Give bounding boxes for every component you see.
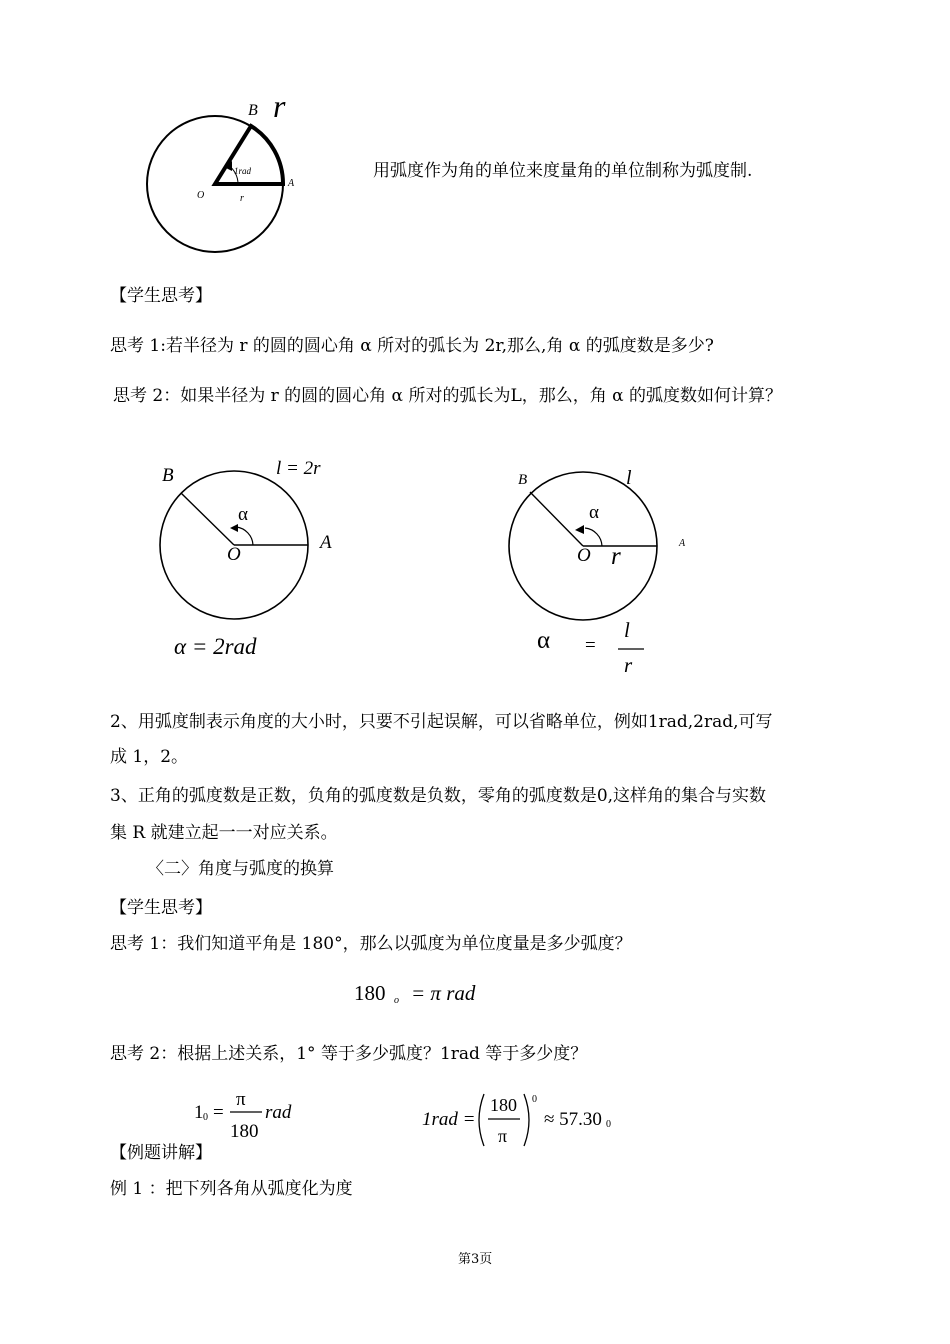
figure-2rad-circle bbox=[150, 450, 400, 670]
fig3-label-r: r bbox=[611, 543, 621, 570]
fig3-label-a: A bbox=[679, 538, 686, 549]
fig3-label-b: B bbox=[518, 472, 528, 488]
examples-heading: 【例题讲解】 bbox=[110, 1143, 212, 1163]
section2-heading: 【学生思考】 bbox=[110, 898, 212, 918]
point-3-line-2: 集 R 就建立起一一对应关系。 bbox=[110, 823, 338, 843]
fig2-label-b: B bbox=[162, 465, 174, 486]
example-1: 例 1 ：把下列各角从弧度化为度 bbox=[110, 1179, 353, 1199]
section2-title: 〈二〉角度与弧度的换算 bbox=[147, 859, 334, 879]
fig3-label-alpha: α bbox=[589, 502, 599, 523]
section1-question-2: 思考 2：如果半径为 r 的圆的圆心角 α 所对的弧长为L，那么，角 α 的弧度数如何计算？ bbox=[113, 386, 783, 406]
fig3-formula-num: l bbox=[624, 618, 630, 642]
section1-question-1: 思考 1:若半径为 r 的圆的圆心角 α 所对的弧长为 2r,那么,角 α 的弧度数是多少? bbox=[110, 336, 714, 356]
eq3-den: π bbox=[498, 1126, 508, 1146]
fig1-label-1rad: 1rad bbox=[234, 166, 252, 176]
section2-question-1: 思考 1：我们知道平角是 180°，那么以弧度为单位度量是多少弧度？ bbox=[110, 934, 632, 954]
fig2-formula: α = 2rad bbox=[174, 634, 257, 659]
eq2-num: π bbox=[236, 1089, 246, 1110]
fig1-label-r-big: r bbox=[273, 88, 286, 124]
section2-question-2: 思考 2：根据上述关系，1° 等于多少弧度？1rad 等于多少度？ bbox=[110, 1044, 588, 1064]
definition-text: 用弧度作为角的单位来度量角的单位制称为弧度制. bbox=[373, 161, 753, 181]
point-2-line-1: 2、用弧度制表示角度的大小时，只要不引起误解，可以省略单位，例如1rad,2rad,可写 bbox=[110, 712, 773, 732]
eq3-degree: 0 bbox=[606, 1119, 611, 1130]
fig1-label-o: O bbox=[197, 190, 205, 201]
equation-180-deg bbox=[350, 975, 510, 1015]
eq2-eq: = bbox=[213, 1102, 224, 1123]
eq3-exp: 0 bbox=[532, 1094, 537, 1105]
fig1-label-a: A bbox=[288, 178, 295, 189]
fig3-formula-den: r bbox=[624, 653, 633, 677]
eq1-number: 180 bbox=[354, 981, 386, 1005]
section1-heading: 【学生思考】 bbox=[110, 286, 212, 306]
fig3-formula-eq: = bbox=[585, 635, 596, 656]
eq2-degree: 0 bbox=[203, 1112, 208, 1123]
fig2-label-arc: l = 2r bbox=[276, 458, 321, 479]
equation-1-rad bbox=[420, 1088, 630, 1150]
fig2-label-a: A bbox=[320, 532, 332, 553]
eq3-lhs: 1rad = bbox=[422, 1109, 476, 1130]
eq1-degree: o bbox=[394, 995, 399, 1006]
eq2-unit: rad bbox=[265, 1102, 292, 1123]
fig3-label-l: l bbox=[626, 467, 632, 489]
fig2-label-o: O bbox=[227, 544, 241, 565]
eq1-rest: = π rad bbox=[411, 981, 476, 1005]
eq2-lhs: 1 bbox=[194, 1102, 204, 1123]
equation-1-degree bbox=[190, 1085, 310, 1145]
fig3-formula-lhs: α bbox=[537, 627, 551, 654]
point-2-line-2: 成 1，2。 bbox=[110, 747, 189, 767]
fig3-label-o: O bbox=[577, 545, 591, 566]
eq3-num: 180 bbox=[490, 1095, 517, 1115]
eq3-rhs: ≈ 57.30 bbox=[544, 1109, 602, 1130]
point-3-line-1: 3、正角的弧度数是正数，负角的弧度数是负数，零角的弧度数是0,这样角的集合与实数 bbox=[110, 786, 767, 806]
eq2-den: 180 bbox=[230, 1121, 259, 1142]
fig1-label-b: B bbox=[248, 102, 258, 119]
page-number: 第3页 bbox=[458, 1252, 493, 1267]
figure-l-over-r-circle bbox=[505, 460, 705, 685]
figure-1rad-circle bbox=[140, 88, 310, 260]
fig2-label-alpha: α bbox=[238, 504, 248, 525]
fig1-label-r-small: r bbox=[240, 193, 244, 204]
